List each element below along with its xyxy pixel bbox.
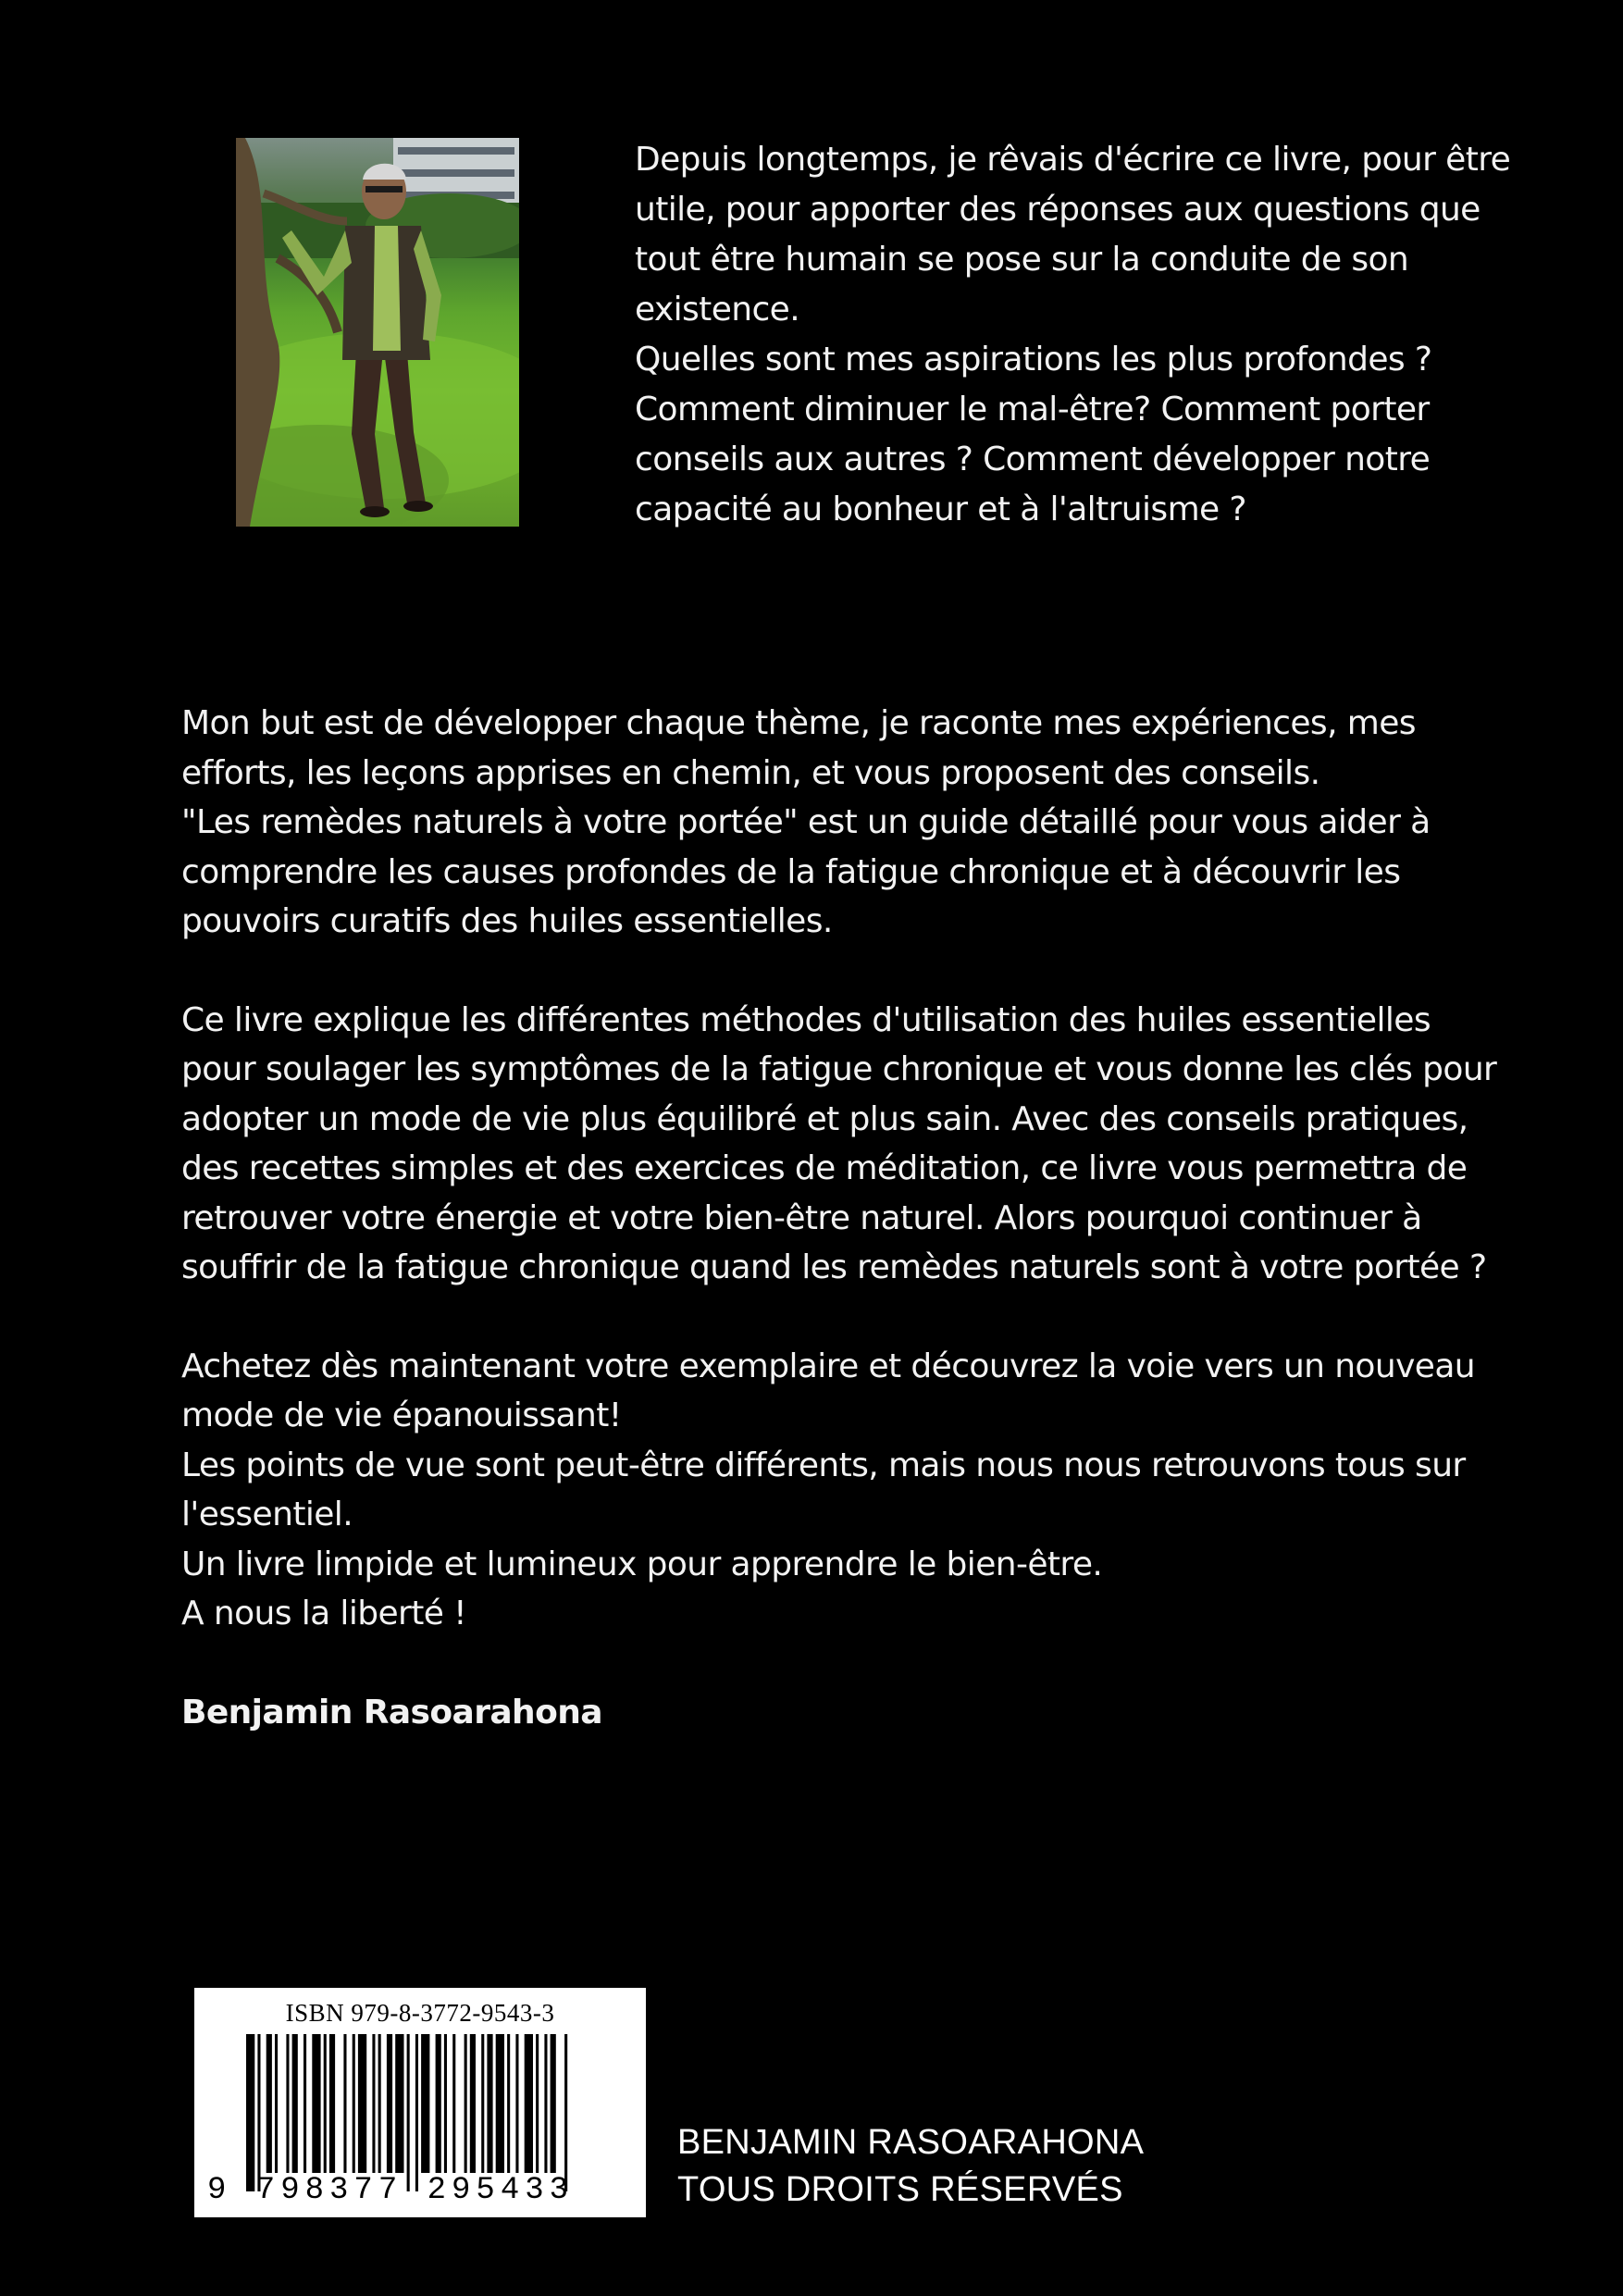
barcode-bar xyxy=(358,2034,366,2173)
rights-reserved: TOUS DROITS RÉSERVÉS xyxy=(677,2170,1123,2209)
text-line: adopter un mode de vie plus équilibré et plus sain. Avec des conseils pratiques, xyxy=(181,1099,1468,1138)
text-line: retrouver votre énergie et votre bien-être naturel. Alors pourquoi continuer à xyxy=(181,1198,1422,1237)
barcode-bar xyxy=(395,2034,403,2173)
intro-text xyxy=(635,135,1523,535)
text-line: A nous la liberté ! xyxy=(181,1595,466,1632)
paragraph-2 xyxy=(181,996,1523,1293)
barcode-bar xyxy=(436,2034,441,2173)
author-photo xyxy=(236,138,519,527)
text-line: Les points de vue sont peut-être différents, mais nous nous retrouvons tous sur xyxy=(181,1446,1466,1484)
text-line: souffrir de la fatigue chronique quand les remèdes naturels sont à votre portée ? xyxy=(181,1248,1487,1286)
barcode-bar xyxy=(487,2034,492,2173)
barcode-bar xyxy=(304,2034,306,2173)
barcode-bar xyxy=(564,2034,567,2191)
barcode-bar xyxy=(257,2034,260,2191)
text-line: "Les remèdes naturels à votre portée" est un guide détaillé pour vous aider à xyxy=(181,803,1431,841)
paragraph-1 xyxy=(181,699,1523,947)
text-line: Un livre limpide et lumineux pour apprendre le bien-être. xyxy=(181,1545,1103,1583)
barcode-bar xyxy=(544,2034,547,2173)
text-line: comprendre les causes profondes de la fatigue chronique et à découvrir les xyxy=(181,852,1401,891)
rights-author: BENJAMIN RASOARAHONA xyxy=(677,2123,1145,2162)
barcode-bar xyxy=(324,2034,327,2173)
isbn-barcode xyxy=(194,1988,646,2217)
barcode-bar xyxy=(525,2034,533,2173)
barcode-bar xyxy=(481,2034,484,2173)
barcode-bar xyxy=(421,2034,429,2173)
intro-line: Quelles sont mes aspirations les plus profondes ? xyxy=(635,341,1432,379)
text-line: Mon but est de développer chaque thème, je raconte mes expériences, mes xyxy=(181,704,1416,742)
intro-line: utile, pour apporter des réponses aux questions que xyxy=(635,191,1481,229)
barcode-bar xyxy=(415,2034,418,2191)
paragraph-gap xyxy=(181,947,1523,996)
barcode-bar xyxy=(515,2034,518,2173)
intro-line: Comment diminuer le mal-être? Comment porter xyxy=(635,391,1430,428)
text-line: des recettes simples et des exercices de méditation, ce livre vous permettra de xyxy=(181,1149,1468,1187)
barcode-bar xyxy=(536,2034,539,2173)
text-line: Achetez dès maintenant votre exemplaire et découvrez la voie vers un nouveau xyxy=(181,1347,1476,1385)
barcode-bar xyxy=(343,2034,346,2173)
barcode-digits: 9 798377 295433 xyxy=(207,2173,575,2208)
intro-line: Depuis longtemps, je rêvais d'écrire ce livre, pour être xyxy=(635,141,1511,179)
barcode-bar xyxy=(286,2034,289,2173)
text-line: l'essentiel. xyxy=(181,1496,353,1533)
barcode-bar xyxy=(246,2034,254,2191)
text-line: Ce livre explique les différentes méthodes d'utilisation des huiles essentielles xyxy=(181,1000,1431,1039)
barcode-bar xyxy=(507,2034,510,2173)
barcode-bar xyxy=(452,2034,455,2173)
barcode-bar xyxy=(275,2034,278,2173)
intro-line: existence. xyxy=(635,291,800,329)
barcode-bar xyxy=(470,2034,476,2173)
copyright-notice xyxy=(677,2119,1144,2214)
barcode-bar xyxy=(496,2034,504,2173)
text-line: efforts, les leçons apprises en chemin, et vous proposent des conseils. xyxy=(181,753,1320,792)
author-signature: Benjamin Rasoarahona xyxy=(181,1693,602,1731)
barcode-bar xyxy=(372,2034,375,2173)
barcode-bar xyxy=(353,2034,355,2173)
text-line: pour soulager les symptômes de la fatigue chronique et vous donne les clés pour xyxy=(181,1050,1497,1088)
text-line: pouvoirs curatifs des huiles essentielles. xyxy=(181,902,833,940)
barcode-bar xyxy=(387,2034,392,2173)
paragraph-3 xyxy=(181,1342,1523,1639)
isbn-label: ISBN 979-8-3772-9543-3 xyxy=(285,1999,555,2027)
intro-line: tout être humain se pose sur la conduite de son xyxy=(635,241,1409,279)
barcode-bar xyxy=(378,2034,381,2173)
text-line: mode de vie épanouissant! xyxy=(181,1396,622,1434)
book-description xyxy=(181,699,1523,1737)
barcode-bar xyxy=(407,2034,410,2191)
paragraph-gap xyxy=(181,1293,1523,1342)
barcode-bar xyxy=(444,2034,447,2173)
intro-line: capacité au bonheur et à l'altruisme ? xyxy=(635,490,1246,528)
barcode-bar xyxy=(551,2034,556,2173)
barcode-bar xyxy=(312,2034,320,2173)
barcode-bar xyxy=(292,2034,298,2173)
barcode-bar xyxy=(329,2034,335,2173)
intro-line: conseils aux autres ? Comment développer notre xyxy=(635,441,1431,478)
barcode-bar xyxy=(266,2034,272,2173)
paragraph-gap xyxy=(181,1639,1523,1688)
barcode-bar xyxy=(465,2034,467,2173)
